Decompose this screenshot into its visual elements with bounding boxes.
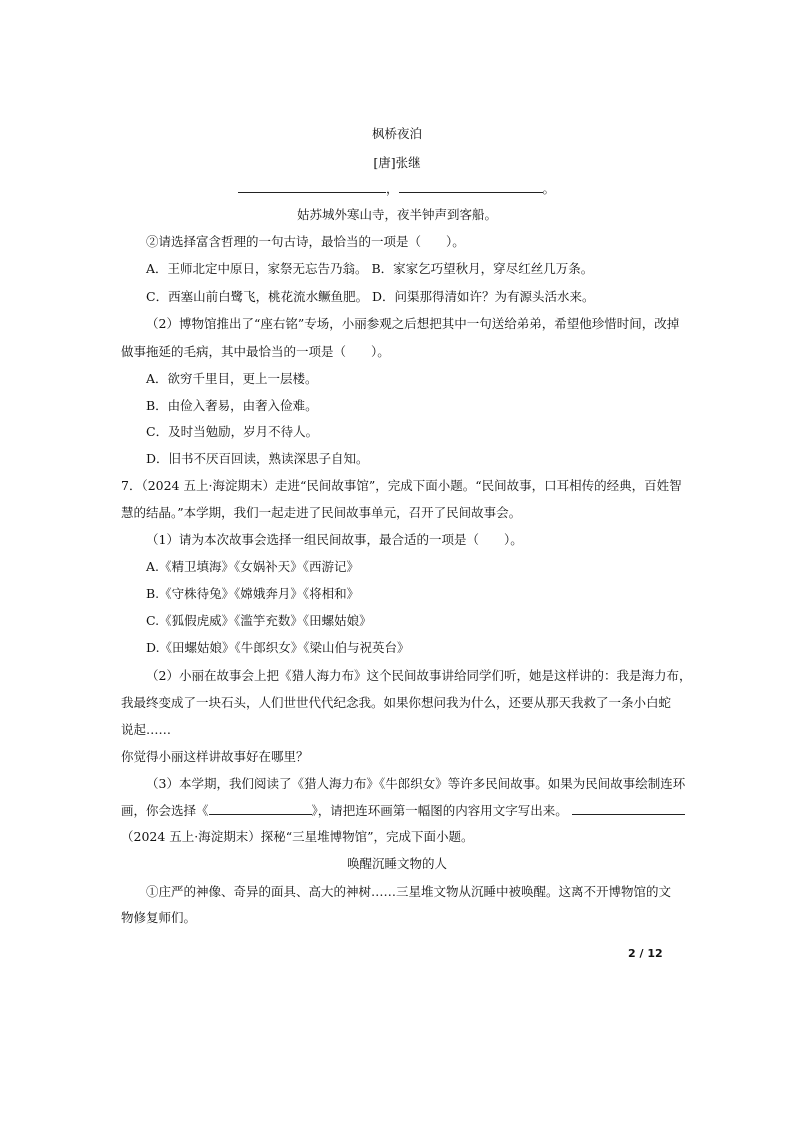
option-c: C．及时当勉励，岁月不待人。 xyxy=(146,424,319,439)
paragraph-line: 物修复师们。 xyxy=(121,910,197,925)
poem-blank-line xyxy=(238,181,555,197)
poem-author: [唐]张继 xyxy=(373,155,421,170)
question-intro: 7．（2024 五上·海淀期末）走进“民间故事馆”，完成下面小题。“民间故事，口耳相传的经典，百姓智 xyxy=(121,478,682,493)
option-row: A．王师北定中原日，家祭无忘告乃翁。 B．家家乞巧望秋月，穿尽红丝几万条。 xyxy=(146,261,594,276)
option-a: A．欲穷千里目，更上一层楼。 xyxy=(146,371,318,386)
question-intro: （2024 五上·海淀期末）探秘“三星堆博物馆”，完成下面小题。 xyxy=(121,829,474,844)
comma: ， xyxy=(386,181,399,196)
poem-line: 姑苏城外寒山寺，夜半钟声到客船。 xyxy=(296,207,497,222)
poem-title: 枫桥夜泊 xyxy=(371,126,422,141)
prompt-text: 画，你会选择《 xyxy=(121,803,209,818)
article-title: 唤醒沉睡文物的人 xyxy=(346,856,447,871)
page-number: 2 / 12 xyxy=(628,947,663,960)
question-prompt: （2）小丽在故事会上把《猎人海力布》这个民间故事讲给同学们听，她是这样讲的：我是海力布， xyxy=(146,668,692,683)
question-prompt: ②请选择富含哲理的一句古诗，最恰当的一项是（ ）。 xyxy=(146,234,465,249)
question-prompt: 我最终变成了一块石头，人们世世代代纪念我。如果你想问我为什么，还要从那天我救了一条小白蛇 xyxy=(121,695,672,710)
answer-blank[interactable] xyxy=(572,803,685,815)
answer-blank[interactable] xyxy=(238,181,386,193)
option-c: C.《狐假虎威》《滥竽充数》《田螺姑娘》 xyxy=(146,613,372,628)
option-d: D．旧书不厌百回读，熟读深思子自知。 xyxy=(146,451,369,466)
prompt-text: 》，请把连环画第一幅图的内容用文字写出来。 xyxy=(311,803,568,818)
question-prompt: 说起…… xyxy=(121,722,172,737)
answer-blank[interactable] xyxy=(209,803,312,815)
question-prompt: 做事拖延的毛病，其中最恰当的一项是（ ）。 xyxy=(121,344,390,359)
option-row: C．西塞山前白鹭飞，桃花流水鳜鱼肥。 D．问渠那得清如许？为有源头活水来。 xyxy=(146,289,595,304)
question-prompt: （1）请为本次故事会选择一组民间故事，最合适的一项是（ ）。 xyxy=(146,532,523,547)
answer-blank[interactable] xyxy=(399,181,543,193)
question-prompt xyxy=(121,803,685,819)
question-prompt: 你觉得小丽这样讲故事好在哪里？ xyxy=(121,749,309,764)
question-prompt: （2）博物馆推出了“座右铭”专场，小丽参观之后想把其中一句送给弟弟，希望他珍惜时间，改掉 xyxy=(146,316,680,331)
option-b: B．由俭入奢易，由奢入俭难。 xyxy=(146,398,318,413)
question-prompt: （3）本学期，我们阅读了《猎人海力布》《牛郎织女》等许多民间故事。如果为民间故事绘制连环 xyxy=(146,776,686,791)
option-a: A.《精卫填海》《女娲补天》《西游记》 xyxy=(146,559,360,574)
option-d: D.《田螺姑娘》《牛郎织女》《梁山伯与祝英台》 xyxy=(146,640,410,655)
option-b: B.《守株待兔》《嫦娥奔月》《将相和》 xyxy=(146,586,360,601)
paragraph-line: ①庄严的神像、奇异的面具、高大的神树……三星堆文物从沉睡中被唤醒。这离不开博物馆的文 xyxy=(146,884,672,899)
period: 。 xyxy=(542,181,556,196)
question-intro: 慧的结晶。”本学期，我们一起走进了民间故事单元，召开了民间故事会。 xyxy=(121,505,522,520)
